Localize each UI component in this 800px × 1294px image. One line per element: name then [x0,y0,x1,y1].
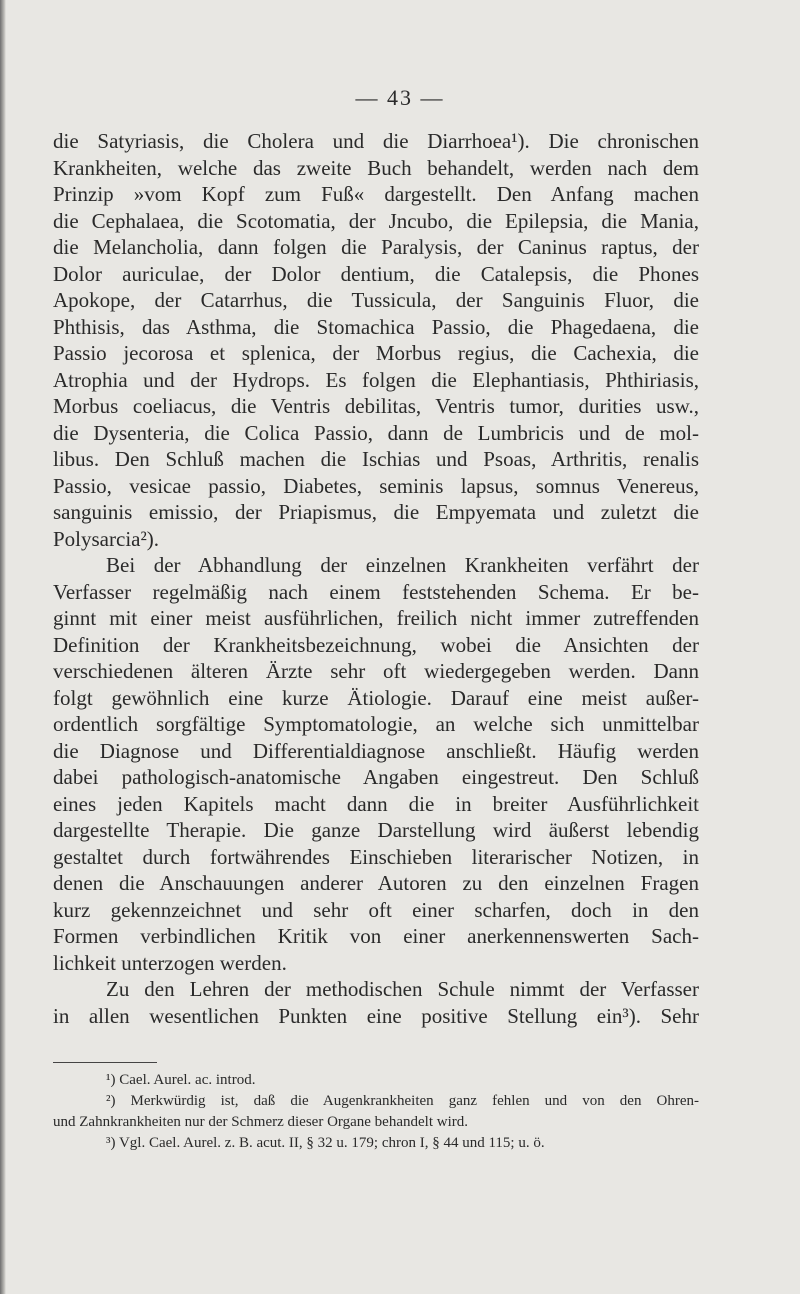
text-line: lichkeit unterzogen werden. [53,950,287,975]
text-line: gestaltet durch fortwährendes Einschieben literarischer Notizen, in [53,844,699,869]
paragraph-3 [53,976,699,1029]
text-line: ordentlich sorgfältige Symptomatologie, an welche sich unmittelbar [53,712,699,736]
text-line: Verfasser regelmäßig nach einem feststehenden Schema. Er be- [53,579,699,604]
page-gutter-shadow [0,0,6,1294]
text-line: Formen verbindlichen Kritik von einer anerkennenswerten Sach- [53,924,699,948]
footnote-line: ³) Vgl. Cael. Aurel. z. B. acut. II, § 32 u. 179; chron I, § 44 und 115; u. ö. [106,1135,545,1151]
text-line: die Satyriasis, die Cholera und die Diarrhoea¹). Die chronischen [53,129,699,153]
footnote-line: ¹) Cael. Aurel. ac. introd. [106,1072,256,1088]
footnote-3 [53,1133,699,1154]
text-line: eines jeden Kapitels macht dann die in breiter Ausführlichkeit [53,791,699,816]
text-line: Prinzip »vom Kopf zum Fuß« dargestellt. Den Anfang machen [53,182,699,206]
body-text [53,128,699,1029]
text-line: dabei pathologisch-anatomische Angaben eingestreut. Den Schluß [53,765,699,789]
text-line: Polysarcia²). [53,526,160,551]
footnote-divider [53,1062,157,1063]
text-line: Atrophia und der Hydrops. Es folgen die Elephantiasis, Phthiriasis, [53,367,699,392]
text-line: Dolor auriculae, der Dolor dentium, die Catalepsis, die Phones [53,261,699,286]
text-line: folgt gewöhnlich eine kurze Ätiologie. Darauf eine meist außer- [53,685,699,710]
text-line: libus. Den Schluß machen die Ischias und Psoas, Arthritis, renalis [53,447,699,471]
text-line: Bei der Abhandlung der einzelnen Krankheiten verfährt der [106,553,699,577]
paragraph-2 [53,552,699,976]
text-line: kurz gekennzeichnet und sehr oft einer scharfen, doch in den [53,897,699,922]
footnotes [53,1070,699,1154]
text-line: die Dysenteria, die Colica Passio, dann de Lumbricis und de mol- [53,420,699,445]
footnote-2 [53,1091,699,1133]
page-number: — 43 — [355,85,445,110]
text-line: Passio jecorosa et splenica, der Morbus regius, die Cachexia, die [53,341,699,365]
text-line: die Melancholia, dann folgen die Paralysis, der Caninus raptus, der [53,235,699,259]
text-line: sanguinis emissio, der Priapismus, die Empyemata und zuletzt die [53,500,699,524]
text-line: Passio, vesicae passio, Diabetes, seminis lapsus, somnus Venereus, [53,473,699,498]
text-line: Krankheiten, welche das zweite Buch behandelt, werden nach dem [53,155,699,180]
text-line: verschiedenen älteren Ärzte sehr oft wiedergegeben werden. Dann [53,659,699,683]
paragraph-1 [53,128,699,552]
text-line: ginnt mit einer meist ausführlichen, freilich nicht immer zutreffenden [53,606,699,630]
text-line: Apokope, der Catarrhus, die Tussicula, der Sanguinis Fluor, die [53,288,699,312]
footnote-1 [53,1070,699,1091]
footnote-line: ²) Merkwürdig ist, daß die Augenkrankheiten ganz fehlen und von den Ohren- [106,1093,699,1109]
footnote-line: und Zahnkrankheiten nur der Schmerz dieser Organe behandelt wird. [53,1114,468,1130]
text-line: Phthisis, das Asthma, die Stomachica Passio, die Phagedaena, die [53,314,699,339]
text-line: Morbus coeliacus, die Ventris debilitas, Ventris tumor, durities usw., [53,394,699,418]
text-line: Definition der Krankheitsbezeichnung, wobei die Ansichten der [53,632,699,657]
text-line: dargestellte Therapie. Die ganze Darstellung wird äußerst lebendig [53,818,699,842]
text-line: Zu den Lehren der methodischen Schule nimmt der Verfasser [106,977,699,1001]
text-line: denen die Anschauungen anderer Autoren zu den einzelnen Fragen [53,871,699,895]
text-line: in allen wesentlichen Punkten eine positive Stellung ein³). Sehr [53,1003,699,1028]
text-line: die Diagnose und Differentialdiagnose anschließt. Häufig werden [53,738,699,763]
text-line: die Cephalaea, die Scotomatia, der Jncubo, die Epilepsia, die Mania, [53,208,699,233]
